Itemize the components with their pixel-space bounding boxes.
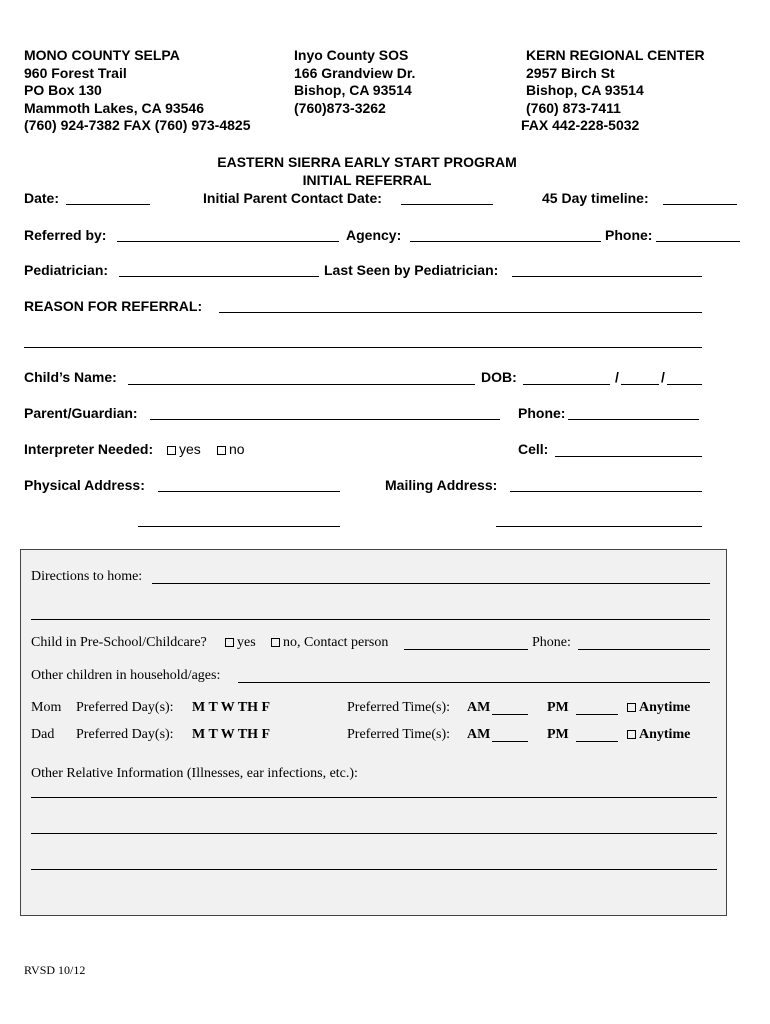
interpreter-no-label: no [229, 441, 245, 457]
mono-line-4: Mammoth Lakes, CA 93546 [24, 99, 204, 116]
dad-preferred-days-label: Preferred Day(s): [76, 727, 174, 742]
directions-field[interactable] [152, 583, 710, 584]
dad-am-label: AM [467, 727, 491, 742]
preschool-yes-checkbox[interactable] [225, 638, 234, 647]
dad-anytime[interactable] [627, 727, 690, 743]
mom-anytime-checkbox[interactable] [627, 703, 636, 712]
interpreter-no-checkbox[interactable] [217, 446, 226, 455]
mom-days[interactable]: M T W TH F [192, 700, 271, 715]
other-relative-field-2[interactable] [31, 833, 717, 834]
dob-separator-2: / [661, 369, 665, 385]
dad-pm-field[interactable] [576, 741, 618, 742]
referred-by-label: Referred by: [24, 227, 107, 243]
timeline-label: 45 Day timeline: [542, 190, 649, 206]
dob-year-field[interactable] [667, 384, 702, 385]
mailing-address-field[interactable] [510, 491, 702, 492]
physical-address-field[interactable] [158, 491, 340, 492]
inyo-county-address [294, 47, 415, 117]
kern-regional-address [521, 47, 705, 135]
dob-label: DOB: [481, 369, 517, 385]
mom-am-field[interactable] [492, 714, 528, 715]
reason-label: REASON FOR REFERRAL: [24, 298, 203, 314]
mom-anytime-label: Anytime [639, 700, 691, 715]
initial-contact-field[interactable] [401, 204, 493, 205]
other-children-label: Other children in household/ages: [31, 668, 221, 683]
preschool-phone-field[interactable] [578, 649, 710, 650]
parent-phone-label: Phone: [518, 405, 566, 421]
preschool-phone-label: Phone: [532, 635, 571, 650]
contact-person-field[interactable] [404, 649, 528, 650]
dad-anytime-label: Anytime [639, 727, 691, 742]
inyo-line-4: (760)873-3262 [294, 99, 386, 116]
initial-contact-label: Initial Parent Contact Date: [203, 190, 382, 206]
parent-field[interactable] [150, 419, 500, 420]
form-version: RVSD 10/12 [24, 963, 86, 977]
dob-month-field[interactable] [523, 384, 610, 385]
dob-day-field[interactable] [621, 384, 659, 385]
directions-field-2[interactable] [31, 619, 710, 620]
inyo-line-1: Inyo County SOS [294, 47, 409, 63]
cell-field[interactable] [555, 456, 702, 457]
inyo-line-2: 166 Grandview Dr. [294, 64, 416, 81]
reason-field-2[interactable] [24, 347, 702, 348]
pediatrician-field[interactable] [119, 276, 319, 277]
kern-line-3: Bishop, CA 93514 [526, 82, 644, 98]
dad-am-field[interactable] [492, 741, 528, 742]
mom-preferred-days-label: Preferred Day(s): [76, 700, 174, 715]
preschool-label: Child in Pre-School/Childcare? [31, 635, 207, 650]
preschool-no[interactable] [271, 635, 388, 651]
dad-days[interactable]: M T W TH F [192, 727, 271, 742]
dad-pm-label: PM [547, 727, 569, 742]
interpreter-yes[interactable] [167, 441, 201, 459]
interpreter-label: Interpreter Needed: [24, 441, 154, 457]
agency-field[interactable] [410, 241, 601, 242]
last-seen-label: Last Seen by Pediatrician: [324, 262, 499, 278]
form-title [0, 154, 734, 189]
mono-line-5: (760) 924-7382 FAX (760) 973-4825 [24, 117, 251, 133]
preschool-no-label: no, Contact person [283, 635, 389, 650]
other-relative-field-1[interactable] [31, 797, 717, 798]
cell-label: Cell: [518, 441, 549, 457]
parent-phone-field[interactable] [568, 419, 699, 420]
mom-preferred-times-label: Preferred Time(s): [347, 700, 451, 715]
interpreter-yes-label: yes [179, 441, 201, 457]
mono-line-2: 960 Forest Trail [24, 64, 127, 81]
dad-anytime-checkbox[interactable] [627, 730, 636, 739]
dob-separator-1: / [615, 369, 619, 385]
agency-label: Agency: [346, 227, 402, 243]
mom-pm-label: PM [547, 700, 569, 715]
reason-field[interactable] [219, 312, 702, 313]
kern-line-5: FAX 442-228-5032 [521, 117, 640, 133]
inyo-line-3: Bishop, CA 93514 [294, 82, 412, 98]
interpreter-no[interactable] [217, 441, 245, 459]
timeline-field[interactable] [663, 204, 737, 205]
preschool-no-checkbox[interactable] [271, 638, 280, 647]
preschool-yes[interactable] [225, 635, 256, 651]
physical-address-label: Physical Address: [24, 477, 145, 493]
mono-line-3: PO Box 130 [24, 82, 102, 98]
child-name-field[interactable] [128, 384, 475, 385]
date-field[interactable] [66, 204, 150, 205]
mom-pm-field[interactable] [576, 714, 618, 715]
dad-preferred-times-label: Preferred Time(s): [347, 727, 451, 742]
preschool-yes-label: yes [237, 635, 256, 650]
other-children-field[interactable] [238, 682, 710, 683]
program-title: EASTERN SIERRA EARLY START PROGRAM [217, 154, 517, 170]
kern-line-4: (760) 873-7411 [526, 99, 621, 116]
physical-address-field-2[interactable] [138, 526, 340, 527]
mom-anytime[interactable] [627, 700, 690, 716]
other-relative-label: Other Relative Information (Illnesses, ear infections, etc.): [31, 766, 358, 781]
interpreter-yes-checkbox[interactable] [167, 446, 176, 455]
mom-am-label: AM [467, 700, 491, 715]
mono-county-address [24, 47, 250, 135]
mom-label: Mom [31, 700, 62, 715]
pediatrician-label: Pediatrician: [24, 262, 109, 278]
kern-line-1: KERN REGIONAL CENTER [526, 47, 705, 63]
mono-line-1: MONO COUNTY SELPA [24, 47, 180, 63]
child-name-label: Child’s Name: [24, 369, 117, 385]
referral-phone-field[interactable] [656, 241, 740, 242]
mailing-address-label: Mailing Address: [385, 477, 498, 493]
referral-title: INITIAL REFERRAL [302, 171, 432, 188]
directions-label: Directions to home: [31, 569, 143, 584]
referral-phone-label: Phone: [605, 227, 653, 243]
parent-label: Parent/Guardian: [24, 405, 138, 421]
referred-by-field[interactable] [117, 241, 339, 242]
mailing-address-field-2[interactable] [496, 526, 702, 527]
other-relative-field-3[interactable] [31, 869, 717, 870]
last-seen-field[interactable] [512, 276, 702, 277]
date-label: Date: [24, 190, 60, 206]
kern-line-2: 2957 Birch St [526, 64, 615, 81]
dad-label: Dad [31, 727, 55, 742]
